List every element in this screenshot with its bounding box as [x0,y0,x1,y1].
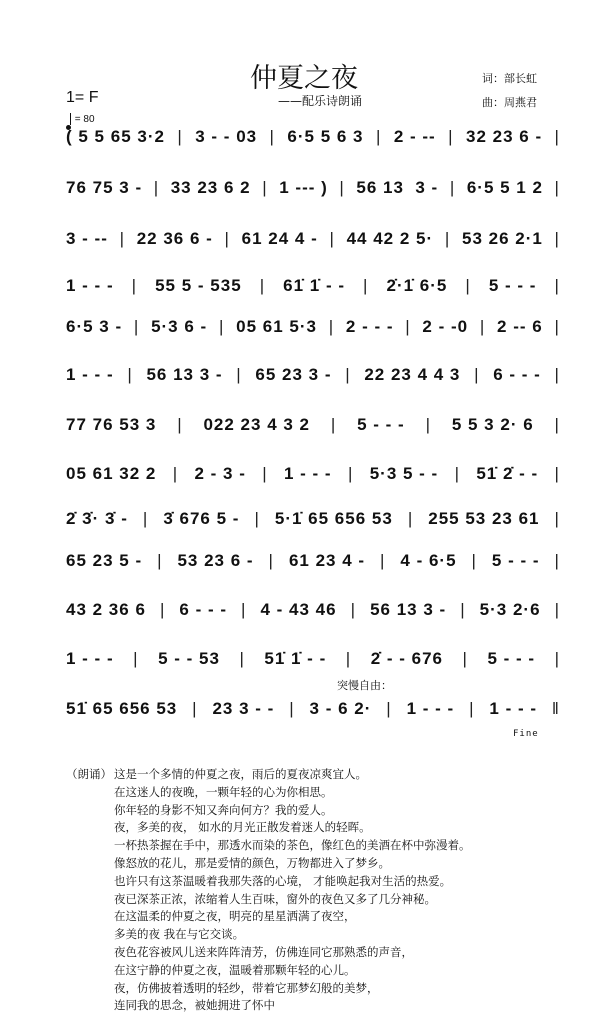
barline: | [268,551,274,570]
staff-line [66,699,560,719]
note-stem [70,113,71,125]
barline: | [127,365,133,384]
measure: 5·1̇ 65 656 53 [274,509,393,528]
measure: 1 - - - [489,699,538,718]
staff-line [66,178,560,198]
tempo-value: = 80 [74,114,95,125]
recitation-line: 夜，多美的夜， 如水的月光正散发着迷人的轻晖。 [114,820,371,835]
barline: | [262,464,268,483]
barline: | [328,317,335,336]
staff-line [66,276,560,296]
measure: 3̇ 676 5 - [163,509,240,528]
measure: 255 53 23 61 [428,509,540,528]
barline: | [269,127,275,146]
barline: | [554,365,560,384]
barline: | [133,649,139,668]
recitation-line: 在这宁静的仲夏之夜，温暖着那颗年轻的心儿。 [114,962,356,977]
barline: | [157,551,163,570]
measure: 6·5 5 6 3 [287,127,364,146]
barline: | [454,464,460,483]
measure: 2̇·1̇ 6·5 [386,276,448,295]
measure: 1 - - - [406,699,455,718]
barline: | [131,276,138,295]
barline: | [554,317,560,336]
recitation-text [66,766,546,1013]
staff-line [66,415,560,435]
barline: | [224,229,230,248]
barline: | [218,317,225,336]
barline: | [254,509,260,528]
measure: 2 - - - [345,317,394,336]
recitation-label: （朗诵） [66,767,112,781]
measure: 33 23 6 2 [170,178,251,197]
recitation-line: 在这迷人的夜晚，一颗年轻的心为你相思。 [114,784,333,799]
staff-line [66,365,560,385]
measure: 5 - - - [488,276,537,295]
recitation-line: 夜，仿佛披着透明的轻纱，带着它那梦幻般的美梦， [114,980,379,995]
barline: | [380,551,386,570]
measure: 2̇ - - 676 [370,649,443,668]
barline: | [142,509,149,528]
staff-line [66,317,560,337]
measure: 6·5 5 1 2 [466,178,543,197]
measure: 5·3 2·6 [479,600,541,619]
staff-line [66,649,560,669]
measure: 5 - - - [487,649,536,668]
measure: 5·3 6 - [151,317,208,336]
measure: 65 23 3 - [255,365,332,384]
barline: | [448,127,454,146]
barline: | [236,365,242,384]
barline: | [133,317,140,336]
measure: 6 - - - [179,600,227,619]
measure: 77 76 53 3 [66,415,157,434]
measure: 65 23 5 - [66,551,143,570]
recitation-line: 像怒放的花儿，那是爱情的颜色，万物都进入了梦乡。 [114,855,390,870]
measure: 2 -- 6 [497,317,543,336]
measure: 43 2 36 6 [66,600,146,619]
barline: | [329,229,335,248]
tempo-change-text: 突慢自由： [337,679,392,692]
recitation-line: 多美的夜 我在与它交谈。 [114,927,245,942]
recitation-line: 在这温柔的仲夏之夜，明亮的星星洒满了夜空， [114,909,356,924]
measure: 51̇ 2̇ - - [476,464,539,483]
barline: | [469,699,475,718]
measure: 1 --- ) [279,178,328,197]
measure: 1 - - - [66,649,114,668]
recitation-line: 夜色花容被风儿送来阵阵清芳，仿佛连同它那熟悉的声音， [114,944,413,959]
measure: 56 13 3 - [370,600,447,619]
recitation-line: 夜已深茶正浓，浓缩着人生百味，窗外的夜色又多了几分神秘。 [114,891,436,906]
measure: 5 - - 53 [158,649,220,668]
barline: | [289,699,295,718]
recitation-line: 你年轻的身影不知又奔向何方？我的爱人。 [114,802,333,817]
barline: | [241,600,247,619]
staff-line [66,600,560,620]
barline: | [554,551,560,570]
staff-line [66,229,560,249]
barline: | [375,127,382,146]
measure: 61̇ 1̇ - - [283,276,345,295]
barline: | [347,464,354,483]
barline: | [153,178,160,197]
barline: | [259,276,266,295]
barline: | [471,551,477,570]
barline: | [554,464,560,483]
fine-marking: Fine [513,729,539,739]
barline: | [460,600,466,619]
key-signature: 1= F [66,89,99,106]
measure: 2 - -- [393,127,436,146]
measure: 56 13 3 - [356,178,439,197]
measure: 5 - - - [357,415,405,434]
tempo-marking [66,110,95,125]
barline: | [554,600,560,619]
staff-line [66,551,560,571]
barline: | [363,276,369,295]
barline: | [462,649,468,668]
barline: | [172,464,179,483]
measure: 76 75 3 - [66,178,143,197]
barline: | [444,229,451,248]
measure: 05 61 32 2 [66,464,157,483]
measure: 55 5 - 535 [155,276,242,295]
measure: 51̇ 1̇ - - [264,649,327,668]
barline: | [405,317,411,336]
measure: 6·5 3 - [66,317,123,336]
measure: 5 5 3 2· 6 [451,415,534,434]
barline: | [330,415,337,434]
barline: | [465,276,471,295]
barline: | [345,649,352,668]
barline: | [177,415,183,434]
barline: | [159,600,166,619]
measure: 51̇ 65 656 53 [66,699,178,718]
final-barline: ‖ [551,699,560,718]
measure: 56 13 3 - [146,365,223,384]
measure: 5·3 5 - - [369,464,439,483]
barline: | [345,365,351,384]
barline: | [339,178,345,197]
lyricist-credit: 词：部长虹 [482,72,537,85]
recitation-line: 一杯热茶握在手中，那透水而染的茶色，像红色的美酒在杯中弥漫着。 [114,838,471,853]
measure: 5 - - - [491,551,540,570]
barline: | [192,699,198,718]
measure: 23 3 - - [212,699,275,718]
recitation-line: 也许只有这茶温暖着我那失落的心境， 才能唤起我对生活的热爱。 [114,873,452,888]
measure: 1 - - - [283,464,332,483]
staff-line [66,464,560,484]
measure: 3 - - 03 [195,127,258,146]
barline: | [449,178,456,197]
staff-line [66,127,560,147]
composer-credit: 曲：周燕君 [482,96,537,109]
barline: | [177,127,183,146]
barline: | [554,415,560,434]
measure: 022 23 4 3 2 [203,415,310,434]
measure: 2 - 3 - [194,464,246,483]
song-title: 仲夏之夜 [250,63,358,94]
barline: | [119,229,126,248]
barline: | [425,415,431,434]
barline: | [554,127,560,146]
measure: 05 61 5·3 [236,317,317,336]
barline: | [474,365,480,384]
measure: 32 23 6 - [466,127,543,146]
measure: 6 - - - [493,365,541,384]
measure: ( 5 5 65 3·2 [66,127,165,146]
recitation-line: 连同我的思念，被她拥进了怀中 [114,998,275,1013]
measure: 53 23 6 - [177,551,254,570]
measure: 3 - -- [66,229,108,248]
measure: 2̇ 3̇· 3̇ - [66,509,128,528]
song-subtitle: ——配乐诗朗诵 [278,94,363,108]
recitation-line: 这是一个多情的仲夏之夜，雨后的夏夜凉爽宜人。 [114,767,367,781]
barline: | [554,229,560,248]
measure: 22 36 6 - [136,229,213,248]
measure: 53 26 2·1 [461,229,543,248]
barline: | [350,600,357,619]
measure: 3 - 6 2· [309,699,372,718]
measure: 44 42 2 5· [346,229,434,248]
barline: | [554,509,560,528]
barline: | [554,276,560,295]
barline: | [239,649,245,668]
staff-line [66,509,560,529]
barline: | [262,178,268,197]
measure: 61 24 4 - [241,229,318,248]
measure: 4 - 43 46 [260,600,337,619]
barline: | [479,317,486,336]
measure: 1 - - - [66,276,114,295]
barline: | [554,178,560,197]
measure: 2 - -0 [422,317,469,336]
barline: | [407,509,414,528]
measure: 1 - - - [66,365,114,384]
measure: 22 23 4 4 3 [364,365,461,384]
measure: 61 23 4 - [288,551,366,570]
measure: 4 - 6·5 [400,551,457,570]
barline: | [554,649,560,668]
barline: | [386,699,392,718]
